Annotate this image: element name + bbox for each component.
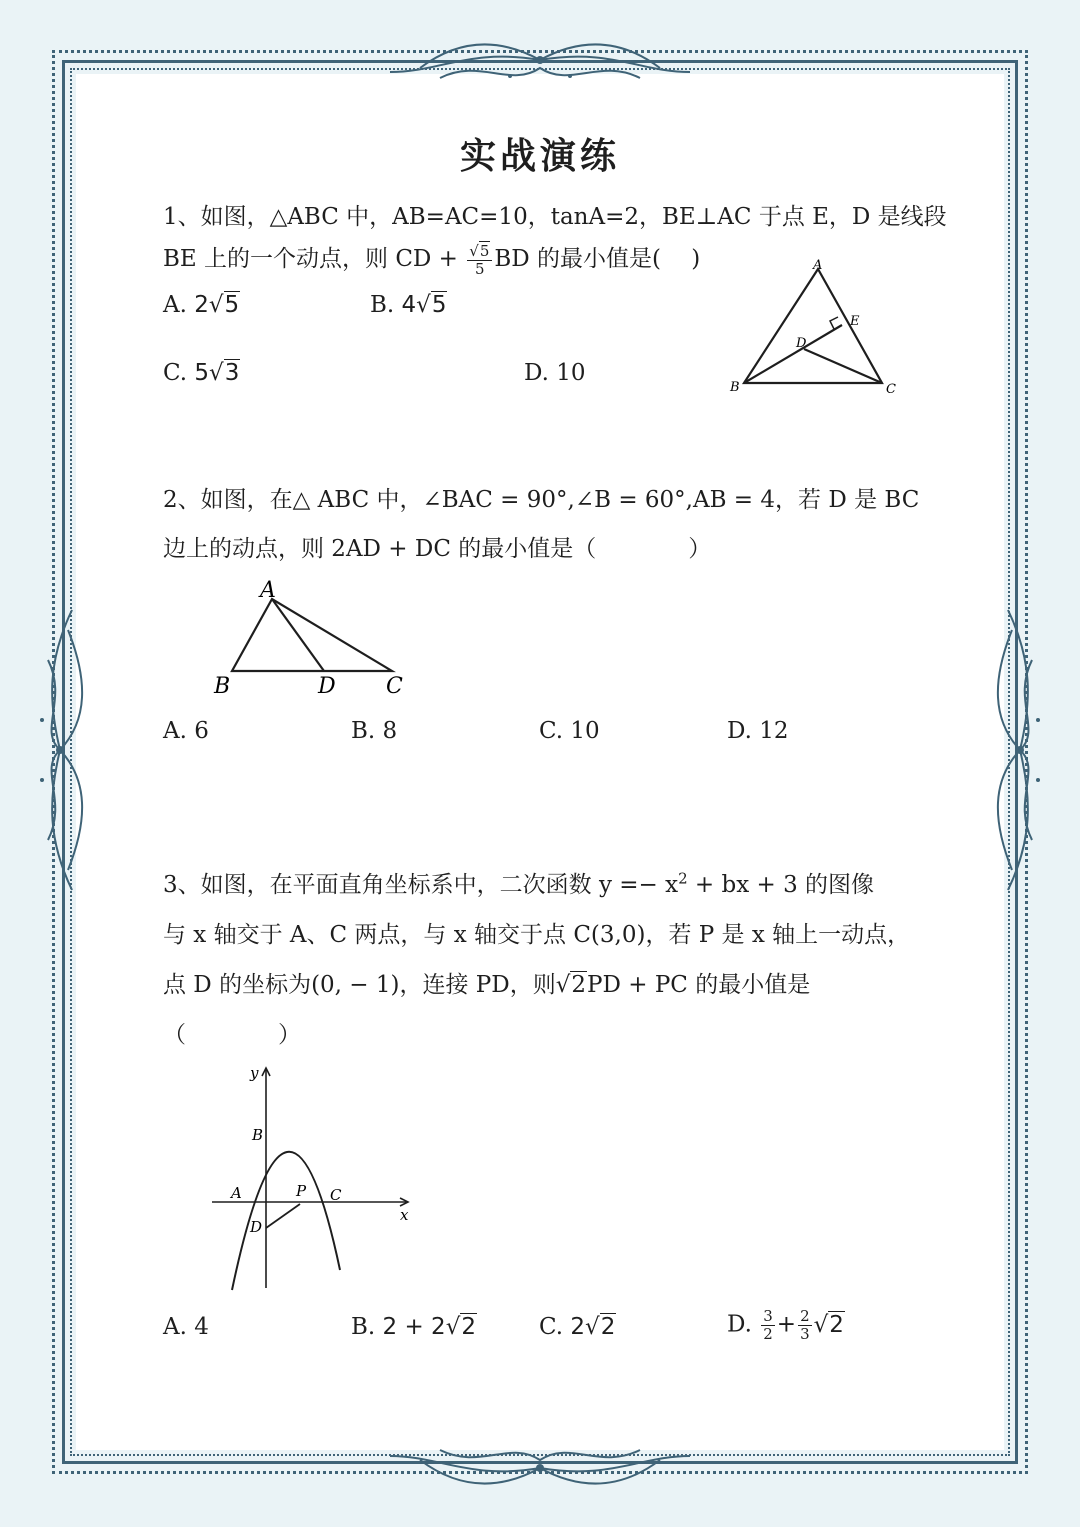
- q2-triangle-abc: [232, 599, 392, 671]
- q3-label-d: D: [250, 1218, 263, 1236]
- q1-fraction: $\frac{√5}{5}$: [467, 243, 492, 278]
- bottom-ornament-icon: [380, 1436, 700, 1500]
- q3-line1-pre: 3、如图，在平面直角坐标系中，二次函数 y =− x: [163, 872, 679, 898]
- q2-label-b: B: [214, 674, 231, 699]
- page-title: 实战演练: [459, 135, 620, 177]
- q3-option-b-pre: 2 + 2: [382, 1314, 446, 1340]
- q3-line1-sup: 2: [678, 869, 688, 888]
- q2-option-b[interactable]: B. 8: [351, 718, 398, 744]
- q3-line3-rad: 2: [571, 972, 587, 998]
- q3-line3: 点 D 的坐标为(0, − 1)，连接 PD，则√2PD + PC 的最小值是: [163, 972, 811, 998]
- q1-option-a-coef: 2: [194, 292, 209, 318]
- q1-option-b[interactable]: B. 4√5: [370, 292, 447, 318]
- q3-label-b: B: [252, 1126, 264, 1144]
- q1-segment-dc: [804, 349, 882, 383]
- right-ornament-icon: [988, 600, 1052, 900]
- q1-option-a-rad: 5: [224, 292, 240, 318]
- q3-option-c-coef: 2: [570, 1314, 586, 1340]
- q2-triangle-figure: [200, 575, 420, 700]
- q3-line2: 与 x 轴交于 A、C 两点，与 x 轴交于点 C(3,0)，若 P 是 x 轴上一动点，: [163, 922, 911, 948]
- q1-option-a-label: A.: [163, 292, 187, 318]
- q3-option-d-plus: +: [776, 1311, 797, 1338]
- q3-option-d-f1-den: 2: [763, 1325, 773, 1343]
- q2-segment-ad: [272, 599, 324, 671]
- q3-label-p: P: [296, 1182, 307, 1200]
- q1-line1: 1、如图，△ABC 中，AB=AC=10，tanA=2，BE⊥AC 于点 E，D 是线段: [163, 204, 947, 230]
- q3-option-b-rad: 2: [461, 1314, 476, 1340]
- q1-frac-num: 5: [479, 241, 490, 260]
- q2-label-a: A: [260, 578, 276, 603]
- q3-line3-post: PD + PC 的最小值是: [587, 972, 811, 998]
- q1-label-e: E: [850, 314, 860, 329]
- q2-line1: 2、如图，在△ ABC 中，∠BAC = 90°,∠B = 60°,AB = 4，若 D 是 BC: [163, 487, 920, 513]
- q3-option-b[interactable]: B. 2 + 2√2: [351, 1314, 476, 1340]
- q1-option-b-rad: 5: [431, 292, 447, 318]
- q3-option-d-f1-num: 3: [763, 1307, 773, 1325]
- q3-line4: （ ）: [163, 1022, 301, 1048]
- q3-label-y: y: [250, 1064, 259, 1082]
- q3-label-x: x: [400, 1206, 409, 1224]
- q3-parabola-curve: [232, 1152, 340, 1290]
- q3-option-c[interactable]: C. 2√2: [539, 1314, 616, 1340]
- top-ornament-icon: [380, 28, 700, 92]
- q2-option-c[interactable]: C. 10: [539, 718, 600, 744]
- q2-option-a[interactable]: A. 6: [163, 718, 209, 744]
- q1-label-b: B: [730, 380, 740, 395]
- q1-option-c[interactable]: C. 5√3: [163, 360, 240, 386]
- q1-segment-be: [744, 325, 842, 383]
- q1-frac-den: 5: [475, 259, 485, 278]
- q1-option-a[interactable]: A. 2√5: [163, 292, 240, 318]
- q3-option-d[interactable]: D. $\frac{3}{2}$ + $\frac{2}{3}$ √2: [727, 1307, 844, 1343]
- q3-option-c-label: C.: [539, 1314, 564, 1340]
- q2-label-d: D: [318, 674, 336, 699]
- q3-line1: [163, 866, 874, 899]
- q1-line2: [163, 240, 700, 278]
- left-ornament-icon: [28, 600, 92, 900]
- q3-option-c-rad: 2: [600, 1314, 616, 1340]
- q1-label-c: C: [886, 382, 896, 397]
- q1-option-c-coef: 5: [194, 360, 210, 386]
- q1-option-b-label: B.: [370, 292, 395, 318]
- q2-option-d[interactable]: D. 12: [727, 718, 789, 744]
- q3-segment-pd: [266, 1204, 300, 1228]
- q1-option-b-coef: 4: [401, 292, 417, 318]
- q3-option-a[interactable]: A. 4: [163, 1314, 209, 1340]
- q1-option-c-label: C.: [163, 360, 188, 386]
- q1-option-d[interactable]: D. 10: [524, 360, 586, 386]
- q3-line3-pre: 点 D 的坐标为(0, − 1)，连接 PD，则: [163, 972, 556, 998]
- q2-label-c: C: [386, 674, 403, 699]
- q3-option-b-label: B.: [351, 1314, 376, 1340]
- q3-option-d-f2-den: 3: [800, 1325, 810, 1343]
- q1-triangle-figure: [720, 255, 910, 400]
- q1-line2-post: BD 的最小值是( ): [494, 246, 701, 272]
- q3-parabola-figure: [200, 1060, 430, 1295]
- q3-option-d-rad: 2: [829, 1311, 844, 1338]
- q1-label-d: D: [796, 336, 807, 351]
- q3-option-d-f2-num: 2: [800, 1307, 810, 1325]
- q2-line2: 边上的动点，则 2AD + DC 的最小值是（ ）: [163, 536, 712, 562]
- q1-label-a: A: [813, 258, 823, 273]
- q3-label-a: A: [231, 1184, 242, 1202]
- q3-line1-post: + bx + 3 的图像: [687, 872, 875, 898]
- q3-option-d-label: D.: [727, 1311, 752, 1338]
- q3-label-c: C: [330, 1186, 342, 1204]
- q1-option-c-rad: 3: [224, 360, 240, 386]
- q1-triangle-abc: [744, 269, 882, 383]
- q1-line2-pre: BE 上的一个动点，则 CD +: [163, 246, 466, 272]
